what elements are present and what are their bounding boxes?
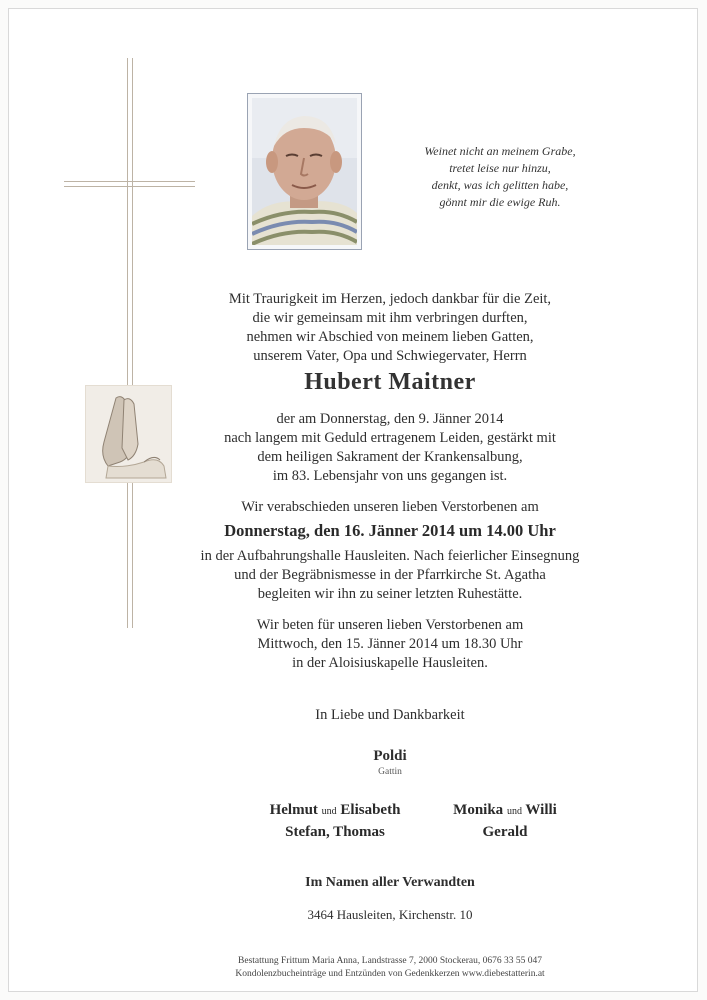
mourner-line: Stefan, Thomas	[285, 824, 385, 840]
spouse-name: Poldi	[373, 748, 407, 764]
praying-hands-icon	[86, 386, 171, 482]
cross-horizontal-line	[64, 186, 195, 187]
cross-horizontal-line	[64, 181, 195, 182]
ceremony-details	[180, 547, 600, 604]
portrait-image	[252, 98, 357, 245]
intro-text	[180, 290, 600, 366]
deceased-name: Hubert Maitner	[304, 369, 476, 395]
mourner-line	[240, 800, 430, 822]
poem-line: Weinet nicht an meinem Grabe,	[424, 144, 576, 158]
death-line: der am Donnerstag, den 9. Jänner 2014	[276, 411, 504, 427]
conjunction: und	[506, 806, 522, 817]
ceremony-line: und der Begräbnismesse in der Pfarrkirche St. Agatha	[234, 567, 546, 583]
intro-line: die wir gemeinsam mit ihm verbringen durften,	[252, 310, 528, 326]
closing-text	[180, 706, 600, 725]
ceremony-line: in der Aufbahrungshalle Hausleiten. Nach feierlicher Einsegnung	[200, 548, 580, 564]
prayer-details	[180, 616, 600, 673]
mourner-line	[425, 800, 585, 822]
intro-line: unserem Vater, Opa und Schwiegervater, Herrn	[253, 348, 527, 364]
farewell-intro	[180, 498, 600, 517]
prayer-line: in der Aloisiuskapelle Hausleiten.	[292, 655, 488, 671]
address-text: 3464 Hausleiten, Kirchenstr. 10	[307, 907, 473, 922]
portrait-photo	[247, 93, 362, 250]
mourner-name: Monika	[453, 802, 504, 818]
cross-vertical-line	[132, 58, 133, 628]
footer-line: Kondolenzbucheinträge und Entzünden von Gedenkkerzen www.diebestatterin.at	[235, 969, 545, 979]
ceremony-line: begleiten wir ihn zu seiner letzten Ruhestätte.	[257, 586, 523, 602]
mourner-line: Gerald	[482, 824, 528, 840]
cross-vertical-line	[127, 58, 128, 628]
death-line: dem heiligen Sakrament der Krankensalbung,	[257, 449, 523, 465]
conjunction: und	[321, 806, 337, 817]
death-line: im 83. Lebensjahr von uns gegangen ist.	[272, 468, 508, 484]
mourner-group-right	[425, 800, 585, 842]
praying-hands-image	[85, 385, 172, 483]
address-line	[180, 905, 600, 924]
prayer-line: Mittwoch, den 15. Jänner 2014 um 18.30 Uhr	[257, 636, 523, 652]
closing-line: In Liebe und Dankbarkeit	[315, 707, 465, 723]
footer-line: Bestattung Frittum Maria Anna, Landstrasse 7, 2000 Stockerau, 0676 33 55 047	[238, 956, 542, 966]
mourner-name: Elisabeth	[340, 802, 401, 818]
death-details	[180, 410, 600, 486]
footer	[180, 955, 600, 981]
poem-line: tretet leise nur hinzu,	[449, 161, 551, 175]
poem	[395, 143, 605, 211]
spouse-block	[180, 748, 600, 780]
mourner-group-left	[240, 800, 430, 842]
poem-line: denkt, was ich gelitten habe,	[431, 178, 569, 192]
relatives-text: Im Namen aller Verwandten	[305, 875, 475, 890]
funeral-date: Donnerstag, den 16. Jänner 2014 um 14.00 Uhr	[224, 521, 556, 540]
intro-line: Mit Traurigkeit im Herzen, jedoch dankbar für die Zeit,	[228, 291, 552, 307]
mourner-name: Willi	[525, 802, 557, 818]
death-line: nach langem mit Geduld ertragenem Leiden, gestärkt mit	[224, 430, 556, 446]
intro-line: nehmen wir Abschied von meinem lieben Gatten,	[246, 329, 534, 345]
mourner-name: Helmut	[269, 802, 318, 818]
prayer-line: Wir beten für unseren lieben Verstorbenen am	[256, 617, 524, 633]
poem-line: gönnt mir die ewige Ruh.	[439, 195, 561, 209]
farewell-intro-text: Wir verabschieden unseren lieben Verstorbenen am	[241, 499, 539, 515]
relatives-line	[180, 873, 600, 892]
spouse-role: Gattin	[378, 767, 402, 777]
